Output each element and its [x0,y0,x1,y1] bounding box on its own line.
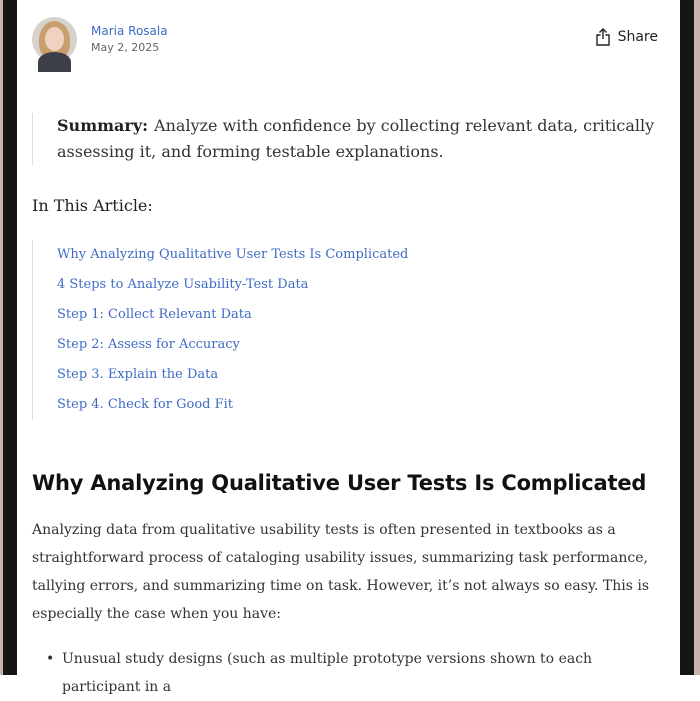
share-icon [596,28,610,46]
toc-link-step-1[interactable]: Step 1: Collect Relevant Data [57,307,252,322]
toc-link-4-steps[interactable]: 4 Steps to Analyze Usability-Test Data [57,277,309,292]
avatar-face [45,27,64,51]
avatar[interactable] [32,17,77,62]
summary-label: Summary: [57,116,149,135]
toc-link-step-3[interactable]: Step 3. Explain the Data [57,367,219,382]
author-name-link[interactable]: Maria Rosala [91,23,168,38]
article-summary [32,113,692,165]
toc-link-step-2[interactable]: Step 2: Assess for Accuracy [57,337,240,352]
article-screen[interactable] [17,0,680,695]
share-label: Share [617,29,658,45]
device-bezel-left [3,0,17,675]
toc-heading: In This Article: [32,196,153,215]
avatar-body [38,52,71,72]
toc-link-why-complicated[interactable]: Why Analyzing Qualitative User Tests Is Complicated [57,247,409,262]
device-bezel-right [680,0,694,675]
device-edge-right [694,0,700,675]
summary-text: Analyze with confidence by collecting relevant data, critically assessing it, and forming testable explanations. [57,116,655,161]
publish-date: May 2, 2025 [91,40,160,54]
author-block [32,17,168,62]
share-button[interactable] [596,28,658,46]
section-heading: Why Analyzing Qualitative User Tests Is Complicated [32,471,647,495]
table-of-contents [32,240,408,420]
list-item: • Unusual study designs (such as multiple prototype versions shown to each participant in a [32,645,672,701]
author-meta [91,23,168,57]
toc-link-step-4[interactable]: Step 4. Check for Good Fit [57,397,233,412]
section-paragraph: Analyzing data from qualitative usability tests is often presented in textbooks as a straightforward process of cataloging usability issues, summarizing task performance, tallying errors, and summarizing time on task. However, it’s not always so easy. This is especially the case when you have: [32,522,650,622]
